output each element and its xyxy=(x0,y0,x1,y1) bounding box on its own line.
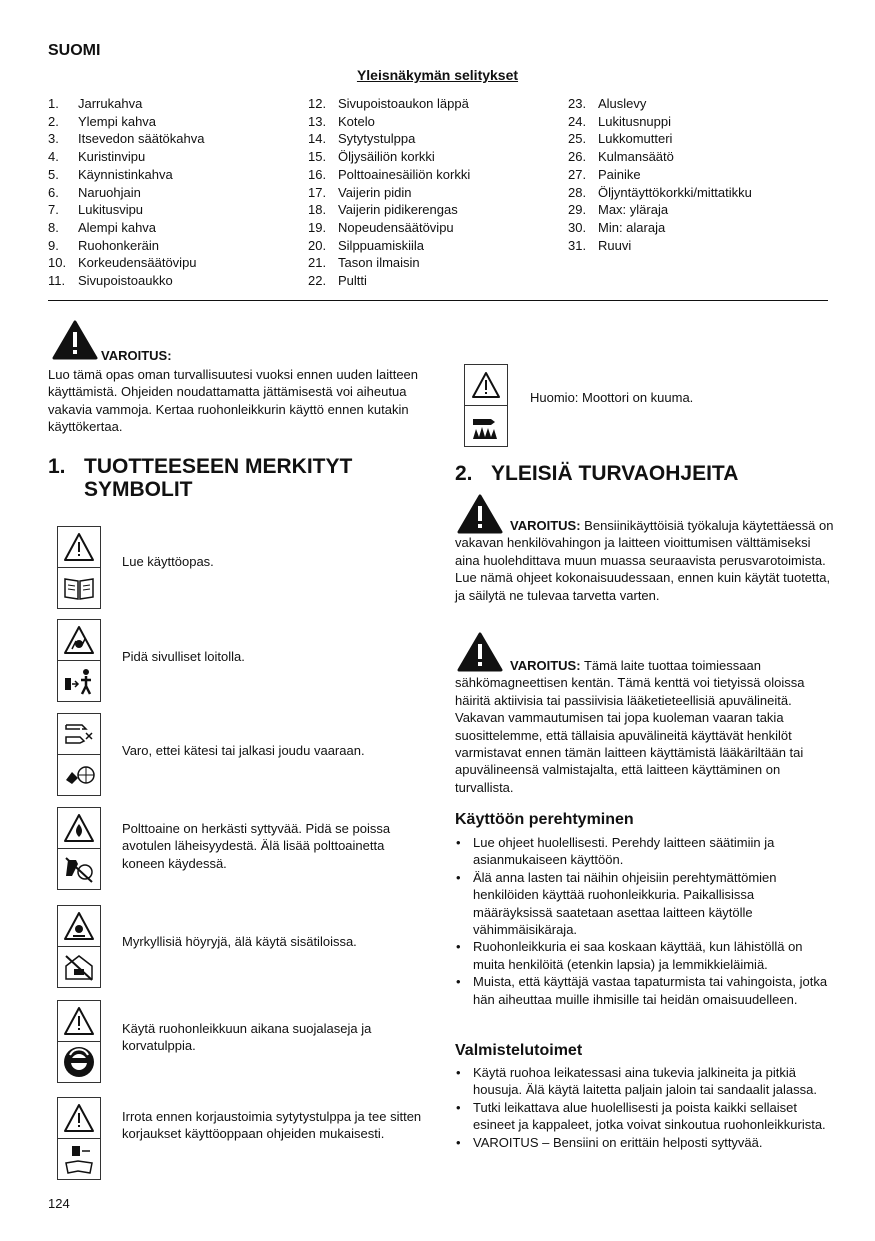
warning-paragraph-1 xyxy=(455,517,835,604)
legend-item: 1. Jarrukahva xyxy=(48,96,143,111)
keep-bystanders-away-icon xyxy=(58,661,100,701)
warning-text: Luo tämä opas oman turvallisuutesi vuoksi ennen uuden laitteen käyttämistä. Ohjeiden noudattamatta jättämisestä voi aiheutua vakavia vammoja. Kertaa ruohonleikkurin käyttö ennen kutakin käyttökertaa. xyxy=(48,367,419,435)
legend-item: 2. Ylempi kahva xyxy=(48,113,157,129)
legend-item: 31. Ruuvi xyxy=(568,237,632,253)
section-1-title-line2: SYMBOLIT xyxy=(84,478,193,501)
symbol-text: Irrota ennen korjaustoimia sytytystulppa ja tee sitten korjaukset käyttöoppaan ohjeiden mukaisesti. xyxy=(122,1109,422,1142)
symbol-bystanders xyxy=(57,619,101,702)
legend-item: 11. Sivupoistoaukko xyxy=(48,273,173,289)
legend-item: 7. Lukitusvipu xyxy=(48,202,144,218)
page-number: 124 xyxy=(48,1196,70,1211)
symbol-text: Varo, ettei kätesi tai jalkasi joudu vaaraan. xyxy=(122,743,365,758)
warning-label: VAROITUS: xyxy=(510,518,581,533)
symbol-text: Myrkyllisiä höyryjä, älä käytä sisätiloissa. xyxy=(122,934,357,949)
warning-text: Tämä laite tuottaa toimiessaan sähkömagneettisen kentän. Tämä kenttä voi tietyissä oloissa häiritä aktiivisia tai passiivisia lääketieteellisiä apuvälineitä. Vakavan vammautumisen tai jopa kuoleman vaaran takia suosittelemme, että tällaisia apuvälineitä käyttävät henkilöt varmistavat ennen tämän laitteen käyttämistä lääkäriltään tai apuvälineensä valmistajalta, että laitteen käyttäminen on turvallista. xyxy=(455,658,805,795)
section-1-title xyxy=(84,455,352,501)
legend-item: 13. Kotelo xyxy=(308,113,375,129)
legend-item: 18. Vaijerin pidikerengas xyxy=(308,202,458,218)
section-2-number: 2. xyxy=(455,462,473,485)
legend-item: 6. Naruohjain xyxy=(48,184,141,200)
warning-triangle-icon xyxy=(58,1001,100,1042)
legend-item: 26. Kulmansäätö xyxy=(568,149,674,165)
familiarization-list xyxy=(455,834,830,1008)
legend-item: 12. Sivupoistoaukon läppä xyxy=(308,96,469,111)
symbol-text: Lue käyttöopas. xyxy=(122,554,214,569)
hot-surface-icon xyxy=(465,406,507,446)
hand-blade-icon xyxy=(58,714,100,755)
no-refuel-running-icon xyxy=(58,849,100,889)
section-2-title: YLEISIÄ TURVAOHJEITA xyxy=(491,462,739,485)
legend-column-1 xyxy=(48,95,204,290)
eye-ear-protection-icon xyxy=(58,1042,100,1082)
flying-debris-icon xyxy=(58,620,100,661)
legend-item: 25. Lukkomutteri xyxy=(568,131,673,147)
legend-item: 24. Lukitusnuppi xyxy=(568,113,671,129)
list-item: • Ruohonleikkuria ei saa koskaan käyttää, kun lähistöllä on muita henkilöitä (etenkin lapsia) ja lemmikkieläimiä. xyxy=(455,938,830,973)
symbol-read-manual xyxy=(57,526,101,609)
symbol-fuel xyxy=(57,807,101,890)
legend-item: 16. Polttoainesäiliön korkki xyxy=(308,166,471,182)
legend-item: 22. Pultti xyxy=(308,273,367,289)
spark-plug-manual-icon xyxy=(58,1139,100,1179)
legend-item: 23. Aluslevy xyxy=(568,96,647,111)
flame-icon xyxy=(58,808,100,849)
list-item: • Lue ohjeet huolellisesti. Perehdy laitteen säätimiin ja asianmukaiseen käyttöön. xyxy=(455,834,830,869)
symbol-text: Käytä ruohonleikkuun aikana suojalaseja ja korvatulppia. xyxy=(122,1021,372,1054)
list-item: • Käytä ruohoa leikatessasi aina tukevia jalkineita ja pitkiä housuja. Älä käytä laitetta paljain jaloin tai sandaalit jalassa. xyxy=(455,1064,830,1099)
language-heading: SUOMI xyxy=(48,42,101,59)
legend-item: 21. Tason ilmaisin xyxy=(308,255,420,271)
legend-item: 28. Öljyntäyttökorkki/mittatikku xyxy=(568,184,752,200)
subheading-familiarization: Käyttöön perehtyminen xyxy=(455,811,634,828)
list-item: • Muista, että käyttäjä vastaa tapaturmista tai vahingoista, jotka hän aiheuttaa muille ihmisille tai heidän omaisuudelleen. xyxy=(455,973,830,1008)
legend-item: 10. Korkeudensäätövipu xyxy=(48,255,197,271)
warning-triangle-icon xyxy=(465,365,507,406)
toxic-fumes-icon xyxy=(58,906,100,947)
list-item: • VAROITUS – Bensiini on erittäin helposti syttyvää. xyxy=(455,1134,830,1151)
list-item: • Älä anna lasten tai näihin ohjeisiin perehtymättömien henkilöiden käyttää ruohonleikkuria. Paikallisissa määräyksissä saatetaan asettaa laitteen käytölle vähimmäisikäraja. xyxy=(455,869,830,939)
symbol-toxic xyxy=(57,905,101,988)
legend-item: 20. Silppuamiskiila xyxy=(308,237,424,253)
symbol-text: Pidä sivulliset loitolla. xyxy=(122,649,245,664)
legend-item: 29. Max: yläraja xyxy=(568,202,669,218)
legend-item: 30. Min: alaraja xyxy=(568,219,666,235)
preparation-list xyxy=(455,1064,830,1151)
divider xyxy=(48,300,828,301)
legend-item: 19. Nopeudensäätövipu xyxy=(308,219,454,235)
hot-engine-text: Huomio: Moottori on kuuma. xyxy=(530,390,694,405)
warning-triangle-icon xyxy=(58,527,100,568)
legend-column-2 xyxy=(308,95,470,290)
legend-item: 8. Alempi kahva xyxy=(48,219,157,235)
hot-engine-symbol xyxy=(464,364,508,447)
warning-text: Bensiinikäyttöisiä työkaluja käytettäessä on vakavan henkilövahingon ja laitteen vioittumisen välttämiseksi aina huolehdittava muun muassa seuraavista perusvarotoimista. Lue nämä ohjeet kokonaisuudessaan, ennen kuin käytät tuotetta, ja säilytä ne tulevaa tarvetta varten. xyxy=(455,518,834,603)
legend-item: 9. Ruohonkeräin xyxy=(48,237,159,253)
open-book-icon xyxy=(58,568,100,608)
warning-label: VAROITUS: xyxy=(101,348,172,363)
symbol-hand-foot xyxy=(57,713,101,796)
warning-triangle-icon xyxy=(58,1098,100,1139)
legend-item: 3. Itsevedon säätökahva xyxy=(48,131,205,147)
symbol-spark-plug xyxy=(57,1097,101,1180)
symbol-text: Polttoaine on herkästi syttyvää. Pidä se poissa avotulen läheisyydestä. Älä lisää polttoainetta koneen käydessä. xyxy=(122,821,391,871)
legend-item: 15. Öljysäiliön korkki xyxy=(308,149,435,165)
legend-item: 27. Painike xyxy=(568,166,641,182)
warning-label: VAROITUS: xyxy=(510,658,581,673)
list-item: • Tutki leikattava alue huolellisesti ja poista kaikki sellaiset esineet ja kappaleet, jotka voivat sinkoutua ruohonleikkurista. xyxy=(455,1099,830,1134)
legend-column-3 xyxy=(568,95,752,254)
subheading-preparation: Valmistelutoimet xyxy=(455,1042,583,1059)
warning-paragraph-2 xyxy=(455,657,835,796)
legend-item: 17. Vaijerin pidin xyxy=(308,184,412,200)
no-indoor-use-icon xyxy=(58,947,100,987)
legend-item: 14. Sytytystulppa xyxy=(308,131,416,147)
legend-item: 4. Kuristinvipu xyxy=(48,149,146,165)
section-1-title-line1: TUOTTEESEEN MERKITYT xyxy=(84,455,353,478)
legend-title: Yleisnäkymän selitykset xyxy=(356,67,519,83)
section-1-number: 1. xyxy=(48,455,66,478)
symbol-protection xyxy=(57,1000,101,1083)
warning-icon xyxy=(52,320,98,360)
foot-blade-icon xyxy=(58,755,100,795)
legend-item: 5. Käynnistinkahva xyxy=(48,166,173,182)
